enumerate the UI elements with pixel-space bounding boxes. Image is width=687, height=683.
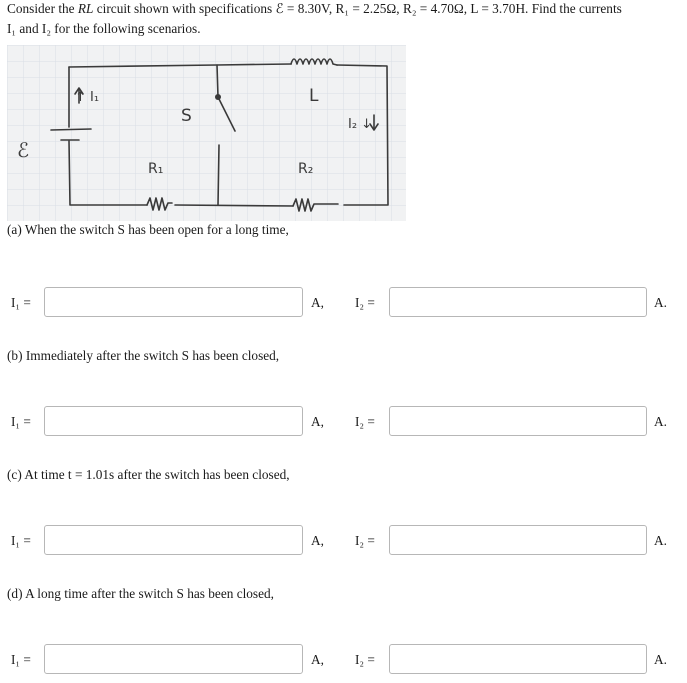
i2-label-c: I₂ = bbox=[355, 533, 375, 548]
answer-row-d bbox=[0, 643, 687, 677]
i2-label-b: I₂ = bbox=[355, 414, 375, 429]
i2-unit-d: A. bbox=[654, 652, 667, 667]
i2-input-d[interactable] bbox=[389, 644, 647, 674]
wire-middle-bottom bbox=[218, 145, 219, 205]
i1-label: ↑ I₁ bbox=[75, 90, 100, 105]
i2-input-a[interactable] bbox=[389, 287, 647, 317]
i1-unit-c: A, bbox=[311, 533, 324, 548]
i2-input-b[interactable] bbox=[389, 406, 647, 436]
question-part-c: (c) At time t = 1.01s after the switch has been closed, bbox=[7, 467, 290, 482]
wire-mid-bottom bbox=[175, 205, 293, 206]
question-part-a: (a) When the switch S has been open for a long time, bbox=[7, 222, 289, 237]
switch-pivot bbox=[215, 94, 221, 100]
i1-input-a[interactable] bbox=[44, 287, 303, 317]
answer-row-b bbox=[0, 405, 687, 439]
wire-middle-top bbox=[217, 65, 218, 97]
i2-label-a: I₂ = bbox=[355, 295, 375, 310]
r2-label: R₂ bbox=[298, 161, 314, 177]
problem-statement bbox=[7, 0, 682, 39]
circuit-type: RL bbox=[77, 1, 94, 16]
intro-text-d: I₁ and I₂ for the following scenarios. bbox=[7, 21, 201, 36]
answer-row-c bbox=[0, 524, 687, 558]
i1-input-d[interactable] bbox=[44, 644, 303, 674]
emf-label: ℰ bbox=[17, 138, 30, 162]
inductor-label: L bbox=[309, 86, 319, 106]
i1-label-d: I₁ = bbox=[11, 652, 31, 667]
r1-label: R₁ bbox=[148, 161, 164, 177]
circuit-specs: ℰ = 8.30V, R₁ = 2.25Ω, R₂ = 4.70Ω, L = 3.70H. bbox=[275, 1, 529, 16]
intro-text-c: Find the currents bbox=[528, 1, 622, 16]
i1-label-c: I₁ = bbox=[11, 533, 31, 548]
switch-label: S bbox=[181, 106, 192, 126]
question-part-b: (b) Immediately after the switch S has been closed, bbox=[7, 348, 280, 363]
battery-long-plate bbox=[51, 129, 91, 130]
i2-input-c[interactable] bbox=[389, 525, 647, 555]
i2-label: I₂ ↓ bbox=[348, 117, 373, 132]
i2-unit-b: A. bbox=[654, 414, 667, 429]
i2-unit-a: A. bbox=[654, 295, 667, 310]
intro-text-b: circuit shown with specifications bbox=[93, 1, 276, 16]
i1-label-a: I₁ = bbox=[11, 295, 31, 310]
i1-unit-a: A, bbox=[311, 295, 324, 310]
answer-row-a bbox=[0, 286, 687, 320]
i1-input-c[interactable] bbox=[44, 525, 303, 555]
i1-input-b[interactable] bbox=[44, 406, 303, 436]
intro-text-a: Consider the bbox=[7, 1, 78, 16]
i1-unit-d: A, bbox=[311, 652, 324, 667]
i1-label-b: I₁ = bbox=[11, 414, 31, 429]
i2-unit-c: A. bbox=[654, 533, 667, 548]
i1-unit-b: A, bbox=[311, 414, 324, 429]
question-part-d: (d) A long time after the switch S has been closed, bbox=[7, 586, 274, 601]
circuit-diagram bbox=[7, 45, 406, 221]
i2-label-d: I₂ = bbox=[355, 652, 375, 667]
